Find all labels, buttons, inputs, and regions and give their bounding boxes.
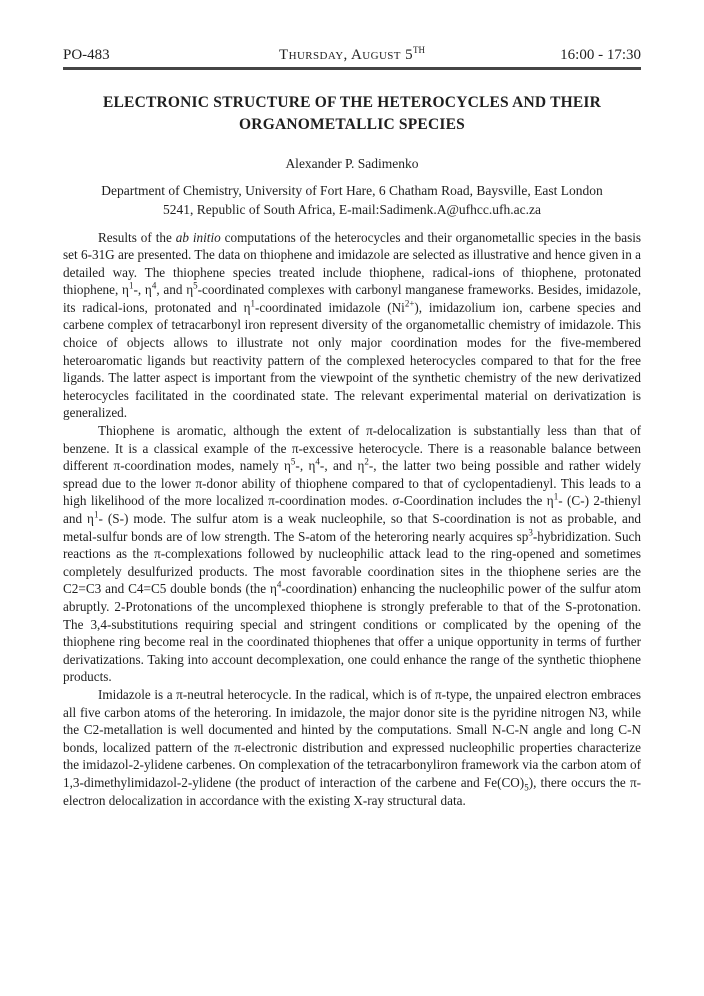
affiliation-line-1: Department of Chemistry, University of Fort Hare, 6 Chatham Road, Baysville, East London (101, 182, 603, 198)
text-run: -, η (133, 282, 152, 298)
paper-title-line-1: ELECTRONIC STRUCTURE OF THE HETEROCYCLES AND THEIR (102, 93, 602, 111)
superscript-text: 4 (276, 579, 282, 590)
author-affiliation (63, 181, 641, 220)
superscript-text: 2 (364, 456, 369, 467)
poster-number: PO-483 (63, 47, 110, 63)
superscript-text: 3 (528, 527, 533, 538)
author-name: Alexander P. Sadimenko (285, 155, 419, 171)
text-run: , and η (156, 282, 194, 298)
paper-title (63, 92, 641, 136)
subscript-text: 5 (524, 782, 529, 793)
session-date (215, 46, 489, 64)
text-run: Thiophene is aromatic, although the extent of π-delocalization is substantially less than that of benzene. It is a classical example of the π-excessive heterocycle. There is a reasonable balance between different π-coordination modes, namely η (63, 423, 641, 474)
text-run: Results of the (98, 229, 176, 245)
superscript-text: 5 (193, 280, 198, 291)
text-run: -coordinated imidazole (Ni (255, 299, 405, 315)
paper-title-line-2: ORGANOMETALLIC SPECIES (239, 115, 465, 133)
abstract-paragraph (63, 229, 641, 423)
text-run: - (S-) mode. The sulfur atom is a weak nucleophile, so that S-coordination is not as probable, and metal-sulfur bonds are of low strength. The S-atom of the heteroring nearly acquires sp (63, 511, 642, 544)
affiliation-line-2: 5241, Republic of South Africa, E-mail:Sadimenk.A@ufhcc.ufh.ac.za (163, 202, 541, 217)
superscript-text: 4 (315, 456, 320, 467)
text-run: -coordinated complexes with carbonyl manganese frameworks. Besides, imidazole, its radical-ions, protonated and η (63, 282, 642, 315)
text-run: -, the latter two being possible and rather widely spread due to the lower π-donor ability of thiophene compared to that of cyclopentadienyl. This leads to a high likelihood of the more localized π-coordination modes. σ-Coordination includes the η (63, 458, 641, 509)
text-run: -, η (295, 458, 316, 474)
text-run: ), imidazolium ion, carbene species and carbene complex of tetracarbonyl iron represent diversity of the organometallic chemistry of imidazole. This choice of objects allows to illustrate not only major coordination modes for the five-membered heteroaromatic ligands but reactivity pattern of the complexed heterocycles compared to that for the free ligands. The latter aspect is important from the viewpoint of the synthetic chemistry of the new derivatized heterocycles facilitated in the coordinated state. The relevant experimental material on derivatization is generalized. (63, 299, 641, 421)
text-run: ), there occurs the π-electron delocalization in accordance with the existing X-ray structural data. (63, 774, 641, 808)
text-run: - (C-) 2-thienyl and η (63, 493, 641, 526)
abstract-paragraph (63, 686, 641, 809)
text-run: -coordination) enhancing the nucleophilic power of the sulfur atom abruptly. 2-Protonations of the uncomplexed thiophene is strongly preferable to that of the S-protonation. The 3,4-substitutions requiring special and stringent conditions or complicated by the opening of the thiophene ring become real in the coordinated thiophenes that offer a unique opportunity in terms of further derivatizations. Taking into account decomplexation, one could enhance the range of the synthetic thiophene products. (63, 581, 641, 685)
italic-text: ab initio (175, 229, 221, 245)
superscript-text: 1 (93, 509, 99, 520)
text-run: Imidazole is a π-neutral heterocycle. In the radical, which is of π-type, the unpaired electron embraces all five carbon atoms of the heteroring. In imidazole, the major donor site is the pyridine nitrogen N3, while the C2-metallation is well documented and hinted by the computations. Small N-C-N angle and long C-N bonds, localized pattern of the π-electronic distribution and expressed nucleophilic properties characterize the imidazol-2-ylidene carbenes. On complexation of the tetracarbonyliron framework via the carbon atom of 1,3-dimethylimidazol-2-ylidene (the product of interaction of the carbene and Fe(CO) (63, 686, 641, 790)
superscript-text: 2+ (404, 298, 415, 309)
abstract-body (63, 229, 641, 810)
superscript-text: 5 (290, 456, 296, 467)
session-time: 16:00 - 17:30 (560, 47, 642, 63)
session-date-text: Thursday, August 5 (279, 47, 413, 63)
text-run: -hybridization. Such reactions as the π-complexations followed by nucleophilic attack lead to the ring-opened and sometimes completely desulfurized products. The most favorable coordination sites in the thiophene series are the C2=C3 and C4=C5 double bonds (the η (63, 528, 641, 597)
superscript-text: 4 (151, 280, 157, 291)
text-run: computations of the heterocycles and their organometallic species in the basis set 6-31G are presented. The data on thiophene and imidazole are selected as illustrative and hence given in a detailed way. The thiophene species treated include thiophene, radical-ions of thiophene, protonated thiophene, η (63, 229, 641, 298)
superscript-text: 1 (128, 280, 134, 291)
abstract-paragraph (63, 422, 641, 686)
superscript-text: 1 (553, 492, 559, 503)
text-run: -, and η (319, 458, 365, 474)
superscript-text: 1 (250, 298, 256, 309)
date-ordinal-superscript: TH (412, 45, 425, 55)
header-divider (63, 67, 641, 70)
session-header (63, 46, 641, 64)
